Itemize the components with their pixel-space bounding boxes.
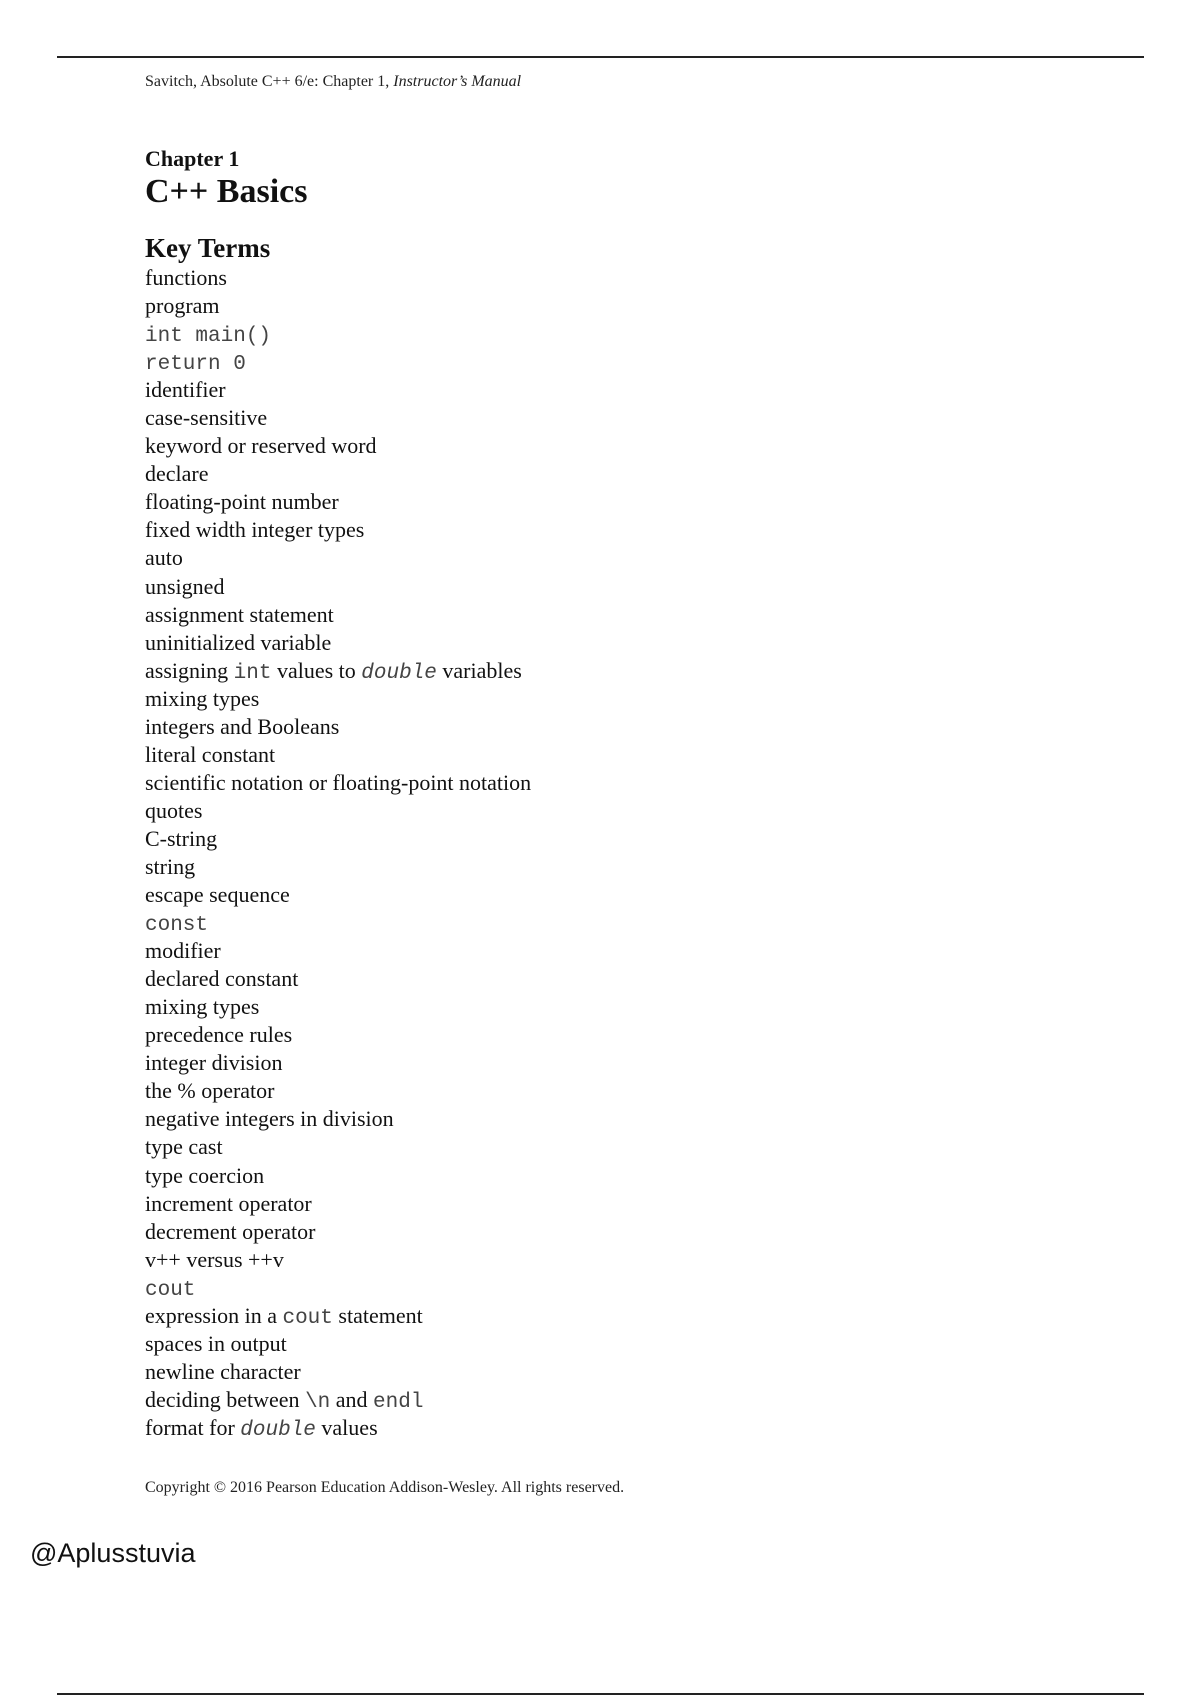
key-term xyxy=(145,629,531,657)
bottom-rule xyxy=(57,1693,1144,1695)
key-term-text: C-string xyxy=(145,825,218,851)
key-term xyxy=(145,1162,531,1190)
key-term-text: uninitialized variable xyxy=(145,629,332,655)
key-term-text: mixing types xyxy=(145,994,260,1020)
key-term-text: spaces in output xyxy=(145,1330,287,1356)
key-term-text: keyword or reserved word xyxy=(145,433,377,459)
key-term-text: mixing types xyxy=(145,685,260,711)
key-term-text: type coercion xyxy=(145,1162,265,1188)
key-term xyxy=(145,460,531,488)
key-term-text: scientific notation or floating-point notation xyxy=(145,769,532,795)
key-term-text: integers and Booleans xyxy=(145,713,340,739)
key-term-text: increment operator xyxy=(145,1190,312,1216)
chapter-number: Chapter 1 xyxy=(145,146,240,171)
key-term xyxy=(145,853,531,881)
key-term xyxy=(145,292,531,320)
key-term xyxy=(145,320,531,348)
key-term-code: cout xyxy=(282,1306,333,1330)
key-term-code: double xyxy=(361,661,437,685)
key-term xyxy=(145,797,531,825)
key-term xyxy=(145,1021,531,1049)
key-term xyxy=(145,909,531,937)
key-term-code: double xyxy=(240,1418,316,1442)
key-term xyxy=(145,264,531,292)
key-term-text: newline character xyxy=(145,1358,301,1384)
key-term-text: format for xyxy=(145,1414,241,1440)
key-term-text: and xyxy=(330,1386,374,1412)
key-term-code: cout xyxy=(145,1278,196,1302)
key-term-text: functions xyxy=(145,265,227,290)
key-term xyxy=(145,1133,531,1161)
key-term-text: negative integers in division xyxy=(145,1106,394,1132)
key-term xyxy=(145,432,531,460)
key-term xyxy=(145,516,531,544)
key-term xyxy=(145,881,531,909)
key-term-text: decrement operator xyxy=(145,1218,316,1244)
key-term xyxy=(145,1105,531,1133)
key-term xyxy=(145,1218,531,1246)
key-term xyxy=(145,1190,531,1218)
key-term-text: variables xyxy=(436,657,522,683)
key-term xyxy=(145,488,531,516)
key-term xyxy=(145,601,531,629)
key-term-text: expression in a xyxy=(145,1302,283,1328)
copyright-notice: Copyright © 2016 Pearson Education Addison-Wesley. All rights reserved. xyxy=(145,1479,625,1496)
key-term-text: program xyxy=(145,293,220,319)
key-term xyxy=(145,769,531,797)
key-term xyxy=(145,1246,531,1274)
top-rule xyxy=(57,56,1144,58)
key-term-text: statement xyxy=(332,1302,423,1328)
chapter-title: C++ Basics xyxy=(145,173,308,210)
key-term-text: string xyxy=(145,853,196,879)
watermark: @Aplusstuvia xyxy=(30,1538,196,1568)
key-term-text: escape sequence xyxy=(145,882,290,908)
key-term xyxy=(145,1386,531,1414)
key-term-text: type cast xyxy=(145,1134,223,1160)
key-term-text: floating-point number xyxy=(145,489,339,515)
key-term xyxy=(145,1049,531,1077)
key-term-text: literal constant xyxy=(145,741,276,767)
key-term xyxy=(145,1077,531,1105)
key-term xyxy=(145,1274,531,1302)
key-term-text: integer division xyxy=(145,1050,283,1076)
key-term xyxy=(145,1358,531,1386)
key-term-code: \n xyxy=(305,1390,331,1414)
key-term xyxy=(145,937,531,965)
key-term-text: fixed width integer types xyxy=(145,517,365,543)
key-term xyxy=(145,825,531,853)
key-term-code: const xyxy=(145,914,209,938)
key-term xyxy=(145,657,531,685)
running-head-text: Savitch, Absolute C++ 6/e: Chapter 1, xyxy=(145,73,394,90)
page-content xyxy=(145,146,531,1442)
key-term-text: identifier xyxy=(145,377,226,403)
key-term xyxy=(145,965,531,993)
key-term-code: return 0 xyxy=(145,353,246,377)
key-term-code: int xyxy=(233,661,272,685)
key-term-text: assigning xyxy=(145,657,234,683)
key-term-code: int main() xyxy=(145,325,272,349)
key-term-text: case-sensitive xyxy=(145,405,268,431)
key-term-text: v++ versus ++v xyxy=(145,1246,284,1272)
key-terms-heading: Key Terms xyxy=(145,233,271,263)
key-term xyxy=(145,685,531,713)
key-term xyxy=(145,993,531,1021)
key-term-code: endl xyxy=(373,1390,424,1414)
running-head-italic: Instructor’s Manual xyxy=(393,73,522,90)
key-term-text: declared constant xyxy=(145,966,299,992)
key-term xyxy=(145,1302,531,1330)
key-term-text: the % operator xyxy=(145,1078,275,1104)
key-term xyxy=(145,544,531,572)
key-term xyxy=(145,376,531,404)
key-term-text: precedence rules xyxy=(145,1022,293,1048)
key-term-text: modifier xyxy=(145,938,221,964)
key-term-text: values to xyxy=(271,657,362,683)
key-term xyxy=(145,348,531,376)
key-term xyxy=(145,741,531,769)
key-terms-list xyxy=(145,264,531,1442)
key-term-text: deciding between xyxy=(145,1386,306,1412)
key-term-text: assignment statement xyxy=(145,601,334,627)
key-term-text: quotes xyxy=(145,797,203,823)
key-term xyxy=(145,713,531,741)
key-term xyxy=(145,1330,531,1358)
key-term xyxy=(145,404,531,432)
key-term-text: unsigned xyxy=(145,573,225,599)
key-term xyxy=(145,1414,531,1442)
running-header xyxy=(145,73,521,91)
key-term-text: declare xyxy=(145,461,209,487)
key-term-text: auto xyxy=(145,545,183,571)
key-term xyxy=(145,573,531,601)
key-term-text: values xyxy=(315,1414,378,1440)
